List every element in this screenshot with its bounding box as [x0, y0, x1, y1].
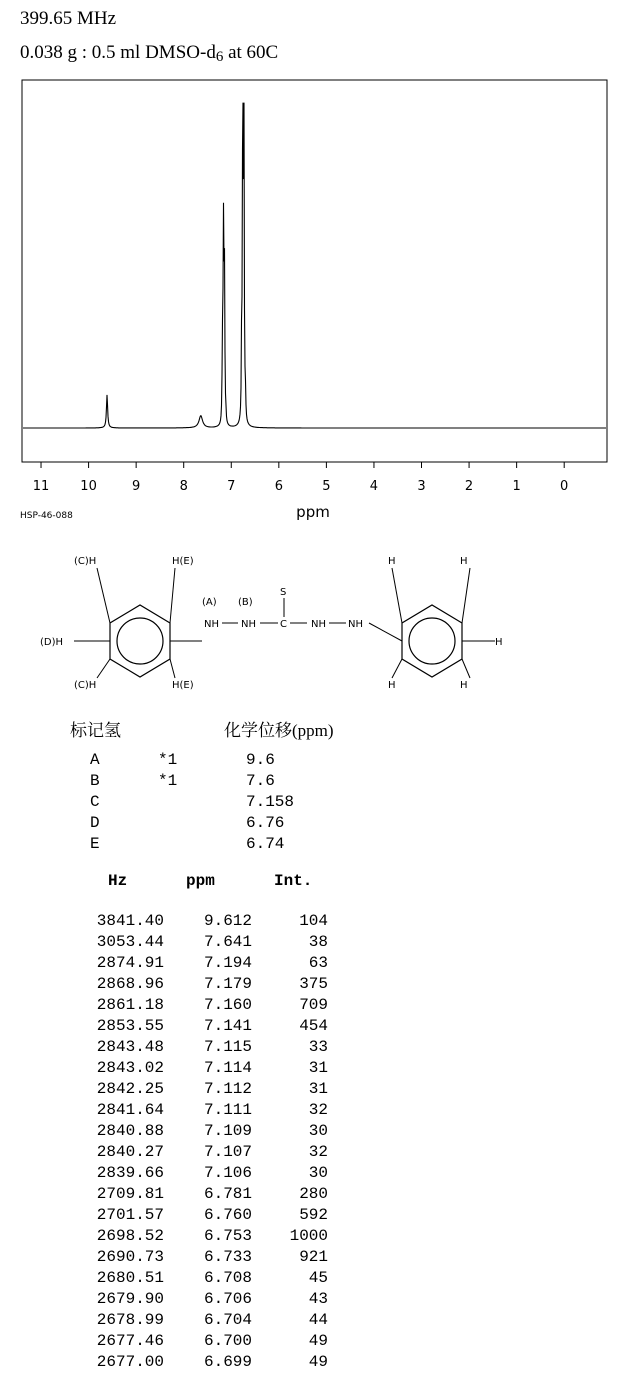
assignment-shift: 6.74 — [246, 835, 285, 853]
peak-intensity: 32 — [308, 1143, 328, 1161]
assignment-shift: 7.6 — [246, 772, 275, 790]
peak-row — [0, 1142, 624, 1163]
peak-intensity: 43 — [308, 1290, 328, 1308]
x-tick-label: 1 — [512, 479, 521, 494]
assignment-header-label: 标记氢 — [70, 721, 121, 740]
benzene-ring-left — [110, 605, 170, 677]
atom-label: H — [460, 680, 468, 691]
peak-row — [0, 932, 624, 953]
peak-ppm: 9.612 — [203, 912, 252, 930]
peak-row — [0, 974, 624, 995]
peak-ppm: 6.708 — [203, 1269, 252, 1287]
peak-hz: 2861.18 — [96, 996, 164, 1014]
peak-hz: 2709.81 — [96, 1185, 164, 1203]
atom-label: NH — [348, 619, 363, 630]
peak-ppm: 6.760 — [203, 1206, 252, 1224]
peak-hz: 2840.88 — [96, 1122, 164, 1140]
peak-ppm: 6.704 — [203, 1311, 252, 1329]
atom-label: H — [388, 556, 396, 567]
atom-label: H — [388, 680, 396, 691]
x-tick-label: 4 — [369, 479, 379, 494]
peak-hz: 2868.96 — [96, 975, 164, 993]
spectrum-code: HSP-46-088 — [20, 511, 73, 521]
peak-row — [0, 995, 624, 1016]
peak-ppm: 7.160 — [203, 996, 252, 1014]
peak-intensity: 63 — [308, 954, 328, 972]
peak-row — [0, 1100, 624, 1121]
peak-row — [0, 953, 624, 974]
molecule-structure — [30, 556, 530, 695]
peak-ppm: 6.781 — [203, 1185, 252, 1203]
atom-label: (A) — [202, 597, 217, 608]
atom-label: (B) — [238, 597, 253, 608]
x-tick-label: 0 — [560, 479, 569, 494]
peak-ppm: 7.106 — [203, 1164, 252, 1182]
peak-intensity: 454 — [299, 1017, 328, 1035]
peak-intensity: 49 — [308, 1353, 328, 1371]
assignment-label: E — [90, 835, 100, 853]
atom-label: (C)H — [74, 680, 97, 691]
peak-intensity: 44 — [308, 1311, 328, 1329]
peak-hz: 2677.00 — [96, 1353, 164, 1371]
x-tick-label: 11 — [32, 479, 50, 494]
peak-row — [0, 1226, 624, 1247]
peak-hz: 3053.44 — [96, 933, 164, 951]
peak-header-hz: Hz — [108, 872, 128, 890]
peak-row — [0, 1310, 624, 1331]
peak-intensity: 375 — [299, 975, 328, 993]
atom-label: H — [460, 556, 468, 567]
peak-intensity: 33 — [308, 1038, 328, 1056]
peak-ppm: 6.700 — [203, 1332, 252, 1350]
peak-hz: 2679.90 — [96, 1290, 164, 1308]
peak-row — [0, 1268, 624, 1289]
peak-ppm: 6.733 — [203, 1248, 252, 1266]
peak-hz: 2677.46 — [96, 1332, 164, 1350]
peak-ppm: 7.114 — [203, 1059, 252, 1077]
atom-label: NH — [241, 619, 256, 630]
peak-intensity: 709 — [299, 996, 328, 1014]
sample-suffix: at 60C — [223, 42, 279, 63]
x-axis — [33, 462, 569, 494]
peak-intensity: 104 — [299, 912, 328, 930]
atom-label: H — [495, 637, 503, 648]
peak-header-int: Int. — [274, 872, 313, 890]
atom-label: NH — [204, 619, 219, 630]
peak-intensity: 1000 — [289, 1227, 328, 1245]
x-tick-label: 5 — [322, 479, 331, 494]
x-tick-label: 7 — [227, 479, 236, 494]
peak-hz: 2701.57 — [96, 1206, 164, 1224]
benzene-ring-right — [402, 605, 462, 677]
peak-ppm: 6.706 — [203, 1290, 252, 1308]
atom-label: NH — [311, 619, 326, 630]
sample-conditions — [20, 42, 278, 64]
peak-row — [0, 1352, 624, 1373]
peak-hz: 2841.64 — [96, 1101, 164, 1119]
peak-ppm: 7.194 — [203, 954, 252, 972]
atom-label: S — [280, 587, 287, 598]
assignment-note: *1 — [158, 772, 178, 790]
x-tick-label: 8 — [179, 479, 188, 494]
peak-ppm: 6.753 — [203, 1227, 252, 1245]
peak-hz: 2842.25 — [96, 1080, 164, 1098]
peak-intensity: 592 — [299, 1206, 328, 1224]
peak-row — [0, 1058, 624, 1079]
peak-ppm: 7.107 — [203, 1143, 252, 1161]
peak-row — [0, 1289, 624, 1310]
peak-row — [0, 1037, 624, 1058]
peak-row — [0, 1205, 624, 1226]
assignment-shift: 9.6 — [246, 751, 275, 769]
peak-intensity: 30 — [308, 1122, 328, 1140]
peak-hz: 2690.73 — [96, 1248, 164, 1266]
peak-row — [0, 1247, 624, 1268]
peak-row — [0, 1121, 624, 1142]
x-tick-label: 9 — [132, 479, 141, 494]
peak-hz: 2853.55 — [96, 1017, 164, 1035]
peak-ppm: 7.115 — [203, 1038, 252, 1056]
peak-ppm: 6.699 — [203, 1353, 252, 1371]
atom-label: (C)H — [74, 556, 97, 567]
assignment-header-shift: 化学位移(ppm) — [224, 721, 334, 740]
peak-intensity: 38 — [308, 933, 328, 951]
peak-row — [0, 1331, 624, 1352]
sample-prefix: 0.038 g : 0.5 ml DMSO-d — [20, 42, 216, 63]
peak-row — [0, 1163, 624, 1184]
peak-intensity: 280 — [299, 1185, 328, 1203]
peak-ppm: 7.109 — [203, 1122, 252, 1140]
assignment-label: D — [90, 814, 100, 832]
peak-intensity: 31 — [308, 1080, 328, 1098]
peak-ppm: 7.179 — [203, 975, 252, 993]
sample-subscript: 6 — [215, 49, 224, 65]
peak-row — [0, 1079, 624, 1100]
assignment-shift: 7.158 — [246, 793, 295, 811]
peak-hz: 2678.99 — [96, 1311, 164, 1329]
atom-label: C — [280, 619, 287, 630]
peak-ppm: 7.111 — [203, 1101, 252, 1119]
peak-ppm: 7.141 — [203, 1017, 252, 1035]
x-tick-label: 10 — [80, 479, 97, 494]
peak-hz: 2698.52 — [96, 1227, 164, 1245]
assignment-label: C — [90, 793, 100, 811]
x-tick-label: 3 — [417, 479, 426, 494]
peak-intensity: 32 — [308, 1101, 328, 1119]
atom-label: H(E) — [172, 680, 194, 691]
peak-hz: 2874.91 — [96, 954, 164, 972]
peak-header-ppm: ppm — [186, 872, 215, 890]
assignment-label: B — [90, 772, 100, 790]
peak-row — [0, 1016, 624, 1037]
peak-hz: 2839.66 — [96, 1164, 164, 1182]
atom-label: H(E) — [172, 556, 194, 567]
peak-ppm: 7.112 — [203, 1080, 252, 1098]
spectrometer-frequency: 399.65 MHz — [20, 8, 117, 29]
peak-intensity: 31 — [308, 1059, 328, 1077]
peak-intensity: 49 — [308, 1332, 328, 1350]
nmr-spectrum-chart — [0, 70, 624, 530]
peak-intensity: 45 — [308, 1269, 328, 1287]
peak-hz: 2680.51 — [96, 1269, 164, 1287]
peak-hz: 2843.48 — [96, 1038, 164, 1056]
x-axis-label: ppm — [296, 503, 330, 521]
peak-intensity: 921 — [299, 1248, 328, 1266]
peak-row — [0, 1184, 624, 1205]
x-tick-label: 6 — [274, 479, 283, 494]
peak-row — [0, 911, 624, 932]
peak-hz: 2843.02 — [96, 1059, 164, 1077]
peak-intensity: 30 — [308, 1164, 328, 1182]
peak-ppm: 7.641 — [203, 933, 252, 951]
plot-frame — [22, 80, 607, 462]
peak-hz: 2840.27 — [96, 1143, 164, 1161]
atom-label: (D)H — [40, 637, 64, 648]
spectrum-trace — [23, 103, 606, 428]
peak-hz: 3841.40 — [96, 912, 164, 930]
assignment-note: *1 — [158, 751, 178, 769]
x-tick-label: 2 — [464, 479, 474, 494]
assignment-label: A — [90, 751, 100, 769]
assignment-shift: 6.76 — [246, 814, 285, 832]
